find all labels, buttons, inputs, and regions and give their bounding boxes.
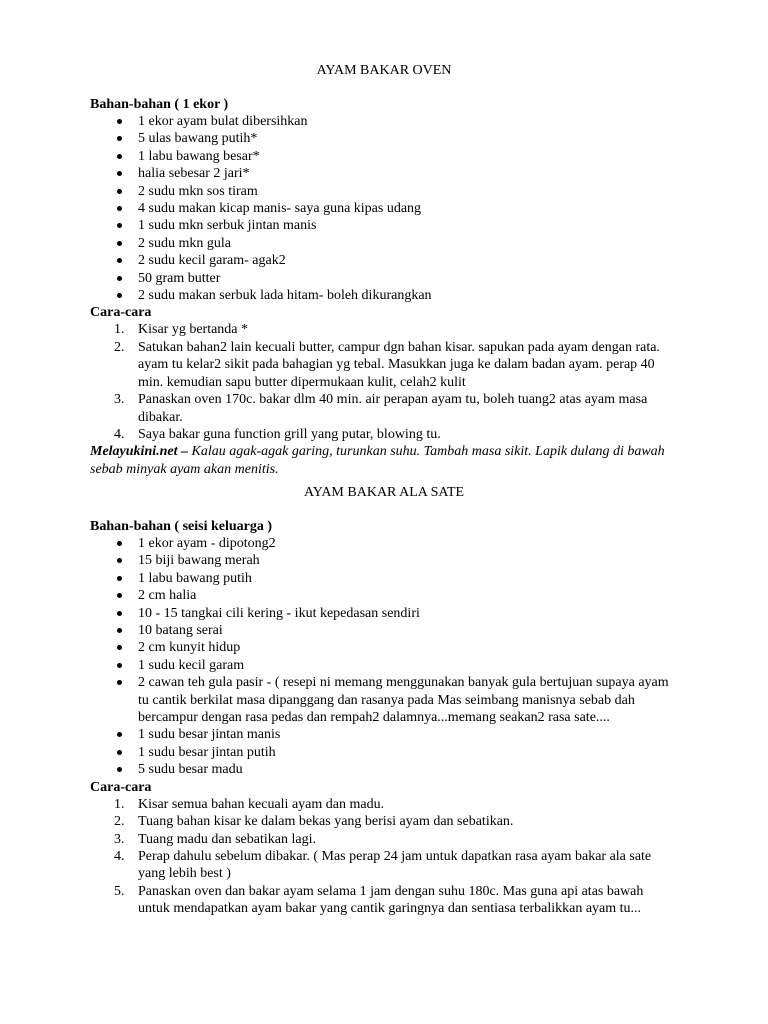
list-item xyxy=(90,426,678,443)
list-item: 15 biji bawang merah xyxy=(90,552,678,569)
step-number: 2. xyxy=(114,339,125,355)
recipe-ayam-bakar-oven xyxy=(90,62,678,478)
step-text: Satukan bahan2 lain kecuali butter, campur dgn bahan kisar. sapukan pada ayam dengan rata. ayam tu kelar2 sikit pada bahagian yg tebal. Masukkan juga ke dalam badan ayam. perap 40 min. kemudian sapu butter dipermukaan kulit, celah2 kulit xyxy=(138,339,660,390)
method-heading: Cara-cara xyxy=(90,779,152,795)
list-item: 2 sudu kecil garam- agak2 xyxy=(90,252,678,269)
list-item xyxy=(90,321,678,338)
list-item: 10 batang serai xyxy=(90,622,678,639)
list-item: 2 cm kunyit hidup xyxy=(90,639,678,656)
recipe-ayam-bakar-ala-sate xyxy=(90,484,678,918)
step-text: Kisar yg bertanda * xyxy=(138,322,249,338)
step-text: Panaskan oven 170c. bakar dlm 40 min. air perapan ayam tu, boleh tuang2 atas ayam masa dibakar. xyxy=(138,392,648,425)
step-number: 4. xyxy=(114,426,125,442)
list-item: 1 ekor ayam bulat dibersihkan xyxy=(90,113,678,130)
ingredients-list xyxy=(90,535,678,779)
list-item: 1 ekor ayam - dipotong2 xyxy=(90,535,678,552)
method-list xyxy=(90,796,678,918)
step-number: 2. xyxy=(114,814,125,830)
list-item: 10 - 15 tangkai cili kering - ikut kepedasan sendiri xyxy=(90,605,678,622)
list-item xyxy=(90,848,678,883)
ingredients-list xyxy=(90,113,678,304)
list-item: 4 sudu makan kicap manis- saya guna kipas udang xyxy=(90,200,678,217)
list-item: 50 gram butter xyxy=(90,270,678,287)
list-item: 1 sudu besar jintan putih xyxy=(90,744,678,761)
list-item: 5 sudu besar madu xyxy=(90,761,678,778)
step-number: 4. xyxy=(114,848,125,864)
list-item xyxy=(90,796,678,813)
list-item: 1 sudu mkn serbuk jintan manis xyxy=(90,217,678,234)
list-item: 1 sudu kecil garam xyxy=(90,657,678,674)
step-text: Tuang madu dan sebatikan lagi. xyxy=(138,831,316,847)
list-item: 1 sudu besar jintan manis xyxy=(90,726,678,743)
step-text: Kisar semua bahan kecuali ayam dan madu. xyxy=(138,796,385,812)
step-number: 5. xyxy=(114,883,125,899)
list-item: 2 sudu mkn gula xyxy=(90,235,678,252)
list-item: 2 cawan teh gula pasir - ( resepi ni memang menggunakan banyak gula bertujuan supaya ayam tu cantik berkilat masa dipanggang dan rasanya pada Mas seimbang manisnya sebab dah bercampur dengan rasa pedas dan rempah2 dalamnya...memang seakan2 rasa sate.... xyxy=(90,674,678,726)
list-item: 5 ulas bawang putih* xyxy=(90,130,678,147)
list-item xyxy=(90,813,678,830)
step-text: Saya bakar guna function grill yang putar, blowing tu. xyxy=(138,426,441,442)
step-text: Perap dahulu sebelum dibakar. ( Mas perap 24 jam untuk dapatkan rasa ayam bakar ala sate yang lebih best ) xyxy=(138,848,652,882)
step-text: Panaskan oven dan bakar ayam selama 1 jam dengan suhu 180c. Mas guna api atas bawah untuk mendapatkan ayam bakar yang cantik garingnya dan sentiasa terbalikkan ayam tu... xyxy=(138,883,644,917)
note-text: Kalau agak-agak garing, turunkan suhu. Tambah masa sikit. Lapik dulang di bawah sebab minyak ayam akan menitis. xyxy=(90,444,665,477)
list-item: 2 cm halia xyxy=(90,587,678,604)
source-brand: Melayukini.net – xyxy=(90,444,189,460)
method-heading: Cara-cara xyxy=(90,305,152,321)
step-text: Tuang bahan kisar ke dalam bekas yang berisi ayam dan sebatikan. xyxy=(138,814,514,830)
list-item xyxy=(90,339,678,391)
list-item: 2 sudu mkn sos tiram xyxy=(90,183,678,200)
list-item: 1 labu bawang besar* xyxy=(90,148,678,165)
list-item xyxy=(90,831,678,848)
step-number: 1. xyxy=(114,322,125,338)
recipe-title: AYAM BAKAR OVEN xyxy=(316,63,452,78)
list-item xyxy=(90,883,678,918)
list-item: halia sebesar 2 jari* xyxy=(90,165,678,182)
list-item xyxy=(90,391,678,426)
method-list xyxy=(90,321,678,443)
source-note xyxy=(90,443,678,478)
step-number: 3. xyxy=(114,831,125,847)
step-number: 1. xyxy=(114,796,125,812)
ingredients-heading: Bahan-bahan ( seisi keluarga ) xyxy=(90,519,273,534)
list-item: 2 sudu makan serbuk lada hitam- boleh dikurangkan xyxy=(90,287,678,304)
ingredients-heading: Bahan-bahan ( 1 ekor ) xyxy=(90,97,229,112)
list-item: 1 labu bawang putih xyxy=(90,570,678,587)
step-number: 3. xyxy=(114,392,125,408)
recipe-title: AYAM BAKAR ALA SATE xyxy=(303,485,465,500)
